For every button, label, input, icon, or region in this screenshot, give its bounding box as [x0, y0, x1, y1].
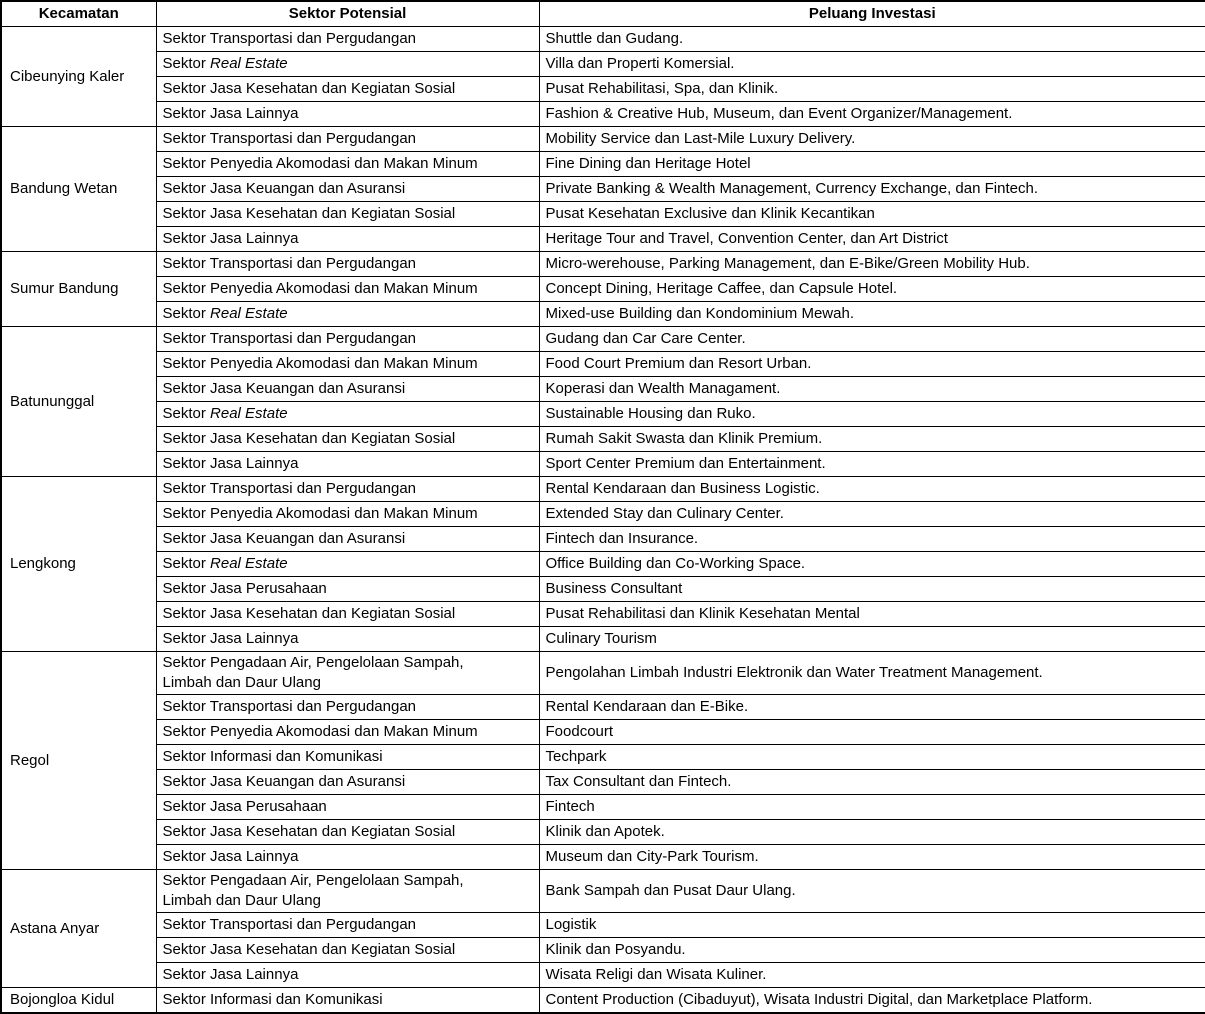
sector-cell: Sektor Jasa Lainnya [156, 963, 539, 988]
sector-cell: Sektor Informasi dan Komunikasi [156, 988, 539, 1014]
kecamatan-cell: Astana Anyar [1, 870, 156, 988]
sector-cell: Sektor Jasa Lainnya [156, 102, 539, 127]
table-row [1, 745, 1205, 770]
opportunity-cell: Sport Center Premium dan Entertainment. [539, 452, 1205, 477]
opportunity-cell: Fintech dan Insurance. [539, 527, 1205, 552]
opportunity-cell: Culinary Tourism [539, 627, 1205, 652]
sector-italic-text: Real Estate [210, 55, 288, 72]
sector-cell: Sektor Penyedia Akomodasi dan Makan Minum [156, 720, 539, 745]
kecamatan-cell: Lengkong [1, 477, 156, 652]
sector-cell: Sektor Real Estate [156, 302, 539, 327]
table-row [1, 252, 1205, 277]
kecamatan-cell: Cibeunying Kaler [1, 27, 156, 127]
sector-cell: Sektor Jasa Kesehatan dan Kegiatan Sosial [156, 602, 539, 627]
opportunity-cell: Villa dan Properti Komersial. [539, 52, 1205, 77]
table-row [1, 402, 1205, 427]
sector-cell: Sektor Penyedia Akomodasi dan Makan Minum [156, 152, 539, 177]
opportunity-cell: Bank Sampah dan Pusat Daur Ulang. [539, 870, 1205, 913]
sector-cell: Sektor Jasa Lainnya [156, 227, 539, 252]
sector-italic-text: Real Estate [210, 305, 288, 322]
sector-cell: Sektor Transportasi dan Pergudangan [156, 913, 539, 938]
sector-italic-text: Real Estate [210, 405, 288, 422]
opportunity-cell: Concept Dining, Heritage Caffee, dan Capsule Hotel. [539, 277, 1205, 302]
sector-cell: Sektor Real Estate [156, 552, 539, 577]
table-row [1, 327, 1205, 352]
kecamatan-cell: Bandung Wetan [1, 127, 156, 252]
table-header [1, 1, 1205, 27]
kecamatan-cell: Regol [1, 652, 156, 870]
opportunity-cell: Mobility Service dan Last-Mile Luxury Delivery. [539, 127, 1205, 152]
opportunity-cell: Wisata Religi dan Wisata Kuliner. [539, 963, 1205, 988]
sector-cell: Sektor Penyedia Akomodasi dan Makan Minum [156, 502, 539, 527]
sector-cell: Sektor Informasi dan Komunikasi [156, 745, 539, 770]
opportunity-cell: Business Consultant [539, 577, 1205, 602]
opportunity-cell: Extended Stay dan Culinary Center. [539, 502, 1205, 527]
table-row [1, 27, 1205, 52]
opportunity-cell: Sustainable Housing dan Ruko. [539, 402, 1205, 427]
table-row [1, 913, 1205, 938]
opportunity-cell: Foodcourt [539, 720, 1205, 745]
sector-cell: Sektor Transportasi dan Pergudangan [156, 127, 539, 152]
sector-cell: Sektor Jasa Perusahaan [156, 577, 539, 602]
opportunity-cell: Food Court Premium dan Resort Urban. [539, 352, 1205, 377]
opportunity-cell: Logistik [539, 913, 1205, 938]
opportunity-cell: Rental Kendaraan dan Business Logistic. [539, 477, 1205, 502]
kecamatan-cell: Sumur Bandung [1, 252, 156, 327]
opportunity-cell: Pengolahan Limbah Industri Elektronik dan Water Treatment Management. [539, 652, 1205, 695]
opportunity-cell: Techpark [539, 745, 1205, 770]
table-row [1, 227, 1205, 252]
sector-cell: Sektor Jasa Lainnya [156, 845, 539, 870]
sector-cell: Sektor Jasa Kesehatan dan Kegiatan Sosial [156, 820, 539, 845]
opportunity-cell: Museum dan City-Park Tourism. [539, 845, 1205, 870]
table-row [1, 820, 1205, 845]
table-row [1, 502, 1205, 527]
opportunity-cell: Content Production (Cibaduyut), Wisata Industri Digital, dan Marketplace Platform. [539, 988, 1205, 1014]
opportunity-cell: Rental Kendaraan dan E-Bike. [539, 695, 1205, 720]
opportunity-cell: Gudang dan Car Care Center. [539, 327, 1205, 352]
opportunity-cell: Shuttle dan Gudang. [539, 27, 1205, 52]
opportunity-cell: Micro-werehouse, Parking Management, dan E-Bike/Green Mobility Hub. [539, 252, 1205, 277]
table-row [1, 302, 1205, 327]
opportunity-cell: Pusat Rehabilitasi dan Klinik Kesehatan Mental [539, 602, 1205, 627]
table-row [1, 277, 1205, 302]
opportunity-cell: Mixed-use Building dan Kondominium Mewah. [539, 302, 1205, 327]
sector-cell: Sektor Penyedia Akomodasi dan Makan Minum [156, 352, 539, 377]
table-row [1, 795, 1205, 820]
table-row [1, 177, 1205, 202]
sector-cell: Sektor Real Estate [156, 52, 539, 77]
table-row [1, 602, 1205, 627]
sector-cell: Sektor Jasa Lainnya [156, 627, 539, 652]
sector-cell: Sektor Jasa Keuangan dan Asuransi [156, 527, 539, 552]
opportunity-cell: Pusat Rehabilitasi, Spa, dan Klinik. [539, 77, 1205, 102]
opportunity-cell: Klinik dan Posyandu. [539, 938, 1205, 963]
sector-cell: Sektor Transportasi dan Pergudangan [156, 477, 539, 502]
sector-cell: Sektor Jasa Keuangan dan Asuransi [156, 377, 539, 402]
opportunity-cell: Private Banking & Wealth Management, Currency Exchange, dan Fintech. [539, 177, 1205, 202]
table-row [1, 77, 1205, 102]
kecamatan-cell: Batununggal [1, 327, 156, 477]
sector-italic-text: Real Estate [210, 555, 288, 572]
opportunity-cell: Fintech [539, 795, 1205, 820]
table-row [1, 452, 1205, 477]
table-row [1, 102, 1205, 127]
sector-cell: Sektor Jasa Kesehatan dan Kegiatan Sosial [156, 938, 539, 963]
table-row [1, 652, 1205, 695]
table-row [1, 427, 1205, 452]
table-row [1, 720, 1205, 745]
table-row [1, 377, 1205, 402]
table-row [1, 552, 1205, 577]
table-row [1, 988, 1205, 1014]
sector-cell: Sektor Jasa Lainnya [156, 452, 539, 477]
sector-cell: Sektor Pengadaan Air, Pengelolaan Sampah, Limbah dan Daur Ulang [156, 652, 539, 695]
sector-cell: Sektor Jasa Kesehatan dan Kegiatan Sosial [156, 427, 539, 452]
table-row [1, 695, 1205, 720]
opportunity-cell: Rumah Sakit Swasta dan Klinik Premium. [539, 427, 1205, 452]
opportunity-cell: Fine Dining dan Heritage Hotel [539, 152, 1205, 177]
opportunity-cell: Heritage Tour and Travel, Convention Center, dan Art District [539, 227, 1205, 252]
sector-cell: Sektor Jasa Perusahaan [156, 795, 539, 820]
sector-cell: Sektor Transportasi dan Pergudangan [156, 252, 539, 277]
header-peluang-investasi: Peluang Investasi [539, 1, 1205, 27]
header-sektor-potensial: Sektor Potensial [156, 1, 539, 27]
sector-cell: Sektor Transportasi dan Pergudangan [156, 695, 539, 720]
opportunity-cell: Office Building dan Co-Working Space. [539, 552, 1205, 577]
kecamatan-cell: Bojongloa Kidul [1, 988, 156, 1014]
table-row [1, 127, 1205, 152]
sector-cell: Sektor Jasa Keuangan dan Asuransi [156, 770, 539, 795]
opportunity-cell: Tax Consultant dan Fintech. [539, 770, 1205, 795]
table-row [1, 770, 1205, 795]
table-row [1, 477, 1205, 502]
opportunity-cell: Pusat Kesehatan Exclusive dan Klinik Kecantikan [539, 202, 1205, 227]
sector-cell: Sektor Transportasi dan Pergudangan [156, 27, 539, 52]
table-row [1, 527, 1205, 552]
sector-cell: Sektor Jasa Kesehatan dan Kegiatan Sosial [156, 77, 539, 102]
table-row [1, 202, 1205, 227]
table-row [1, 152, 1205, 177]
table-row [1, 52, 1205, 77]
sector-cell: Sektor Jasa Kesehatan dan Kegiatan Sosial [156, 202, 539, 227]
table-row [1, 870, 1205, 913]
opportunity-cell: Koperasi dan Wealth Managament. [539, 377, 1205, 402]
header-kecamatan: Kecamatan [1, 1, 156, 27]
sector-cell: Sektor Jasa Keuangan dan Asuransi [156, 177, 539, 202]
sector-cell: Sektor Real Estate [156, 402, 539, 427]
table-row [1, 845, 1205, 870]
table-row [1, 352, 1205, 377]
opportunity-cell: Klinik dan Apotek. [539, 820, 1205, 845]
sector-cell: Sektor Pengadaan Air, Pengelolaan Sampah, Limbah dan Daur Ulang [156, 870, 539, 913]
table-body [1, 27, 1205, 1014]
table-row [1, 938, 1205, 963]
opportunity-cell: Fashion & Creative Hub, Museum, dan Event Organizer/Management. [539, 102, 1205, 127]
table-row [1, 577, 1205, 602]
sector-cell: Sektor Penyedia Akomodasi dan Makan Minum [156, 277, 539, 302]
header-row [1, 1, 1205, 27]
table-row [1, 627, 1205, 652]
sector-cell: Sektor Transportasi dan Pergudangan [156, 327, 539, 352]
table-row [1, 963, 1205, 988]
